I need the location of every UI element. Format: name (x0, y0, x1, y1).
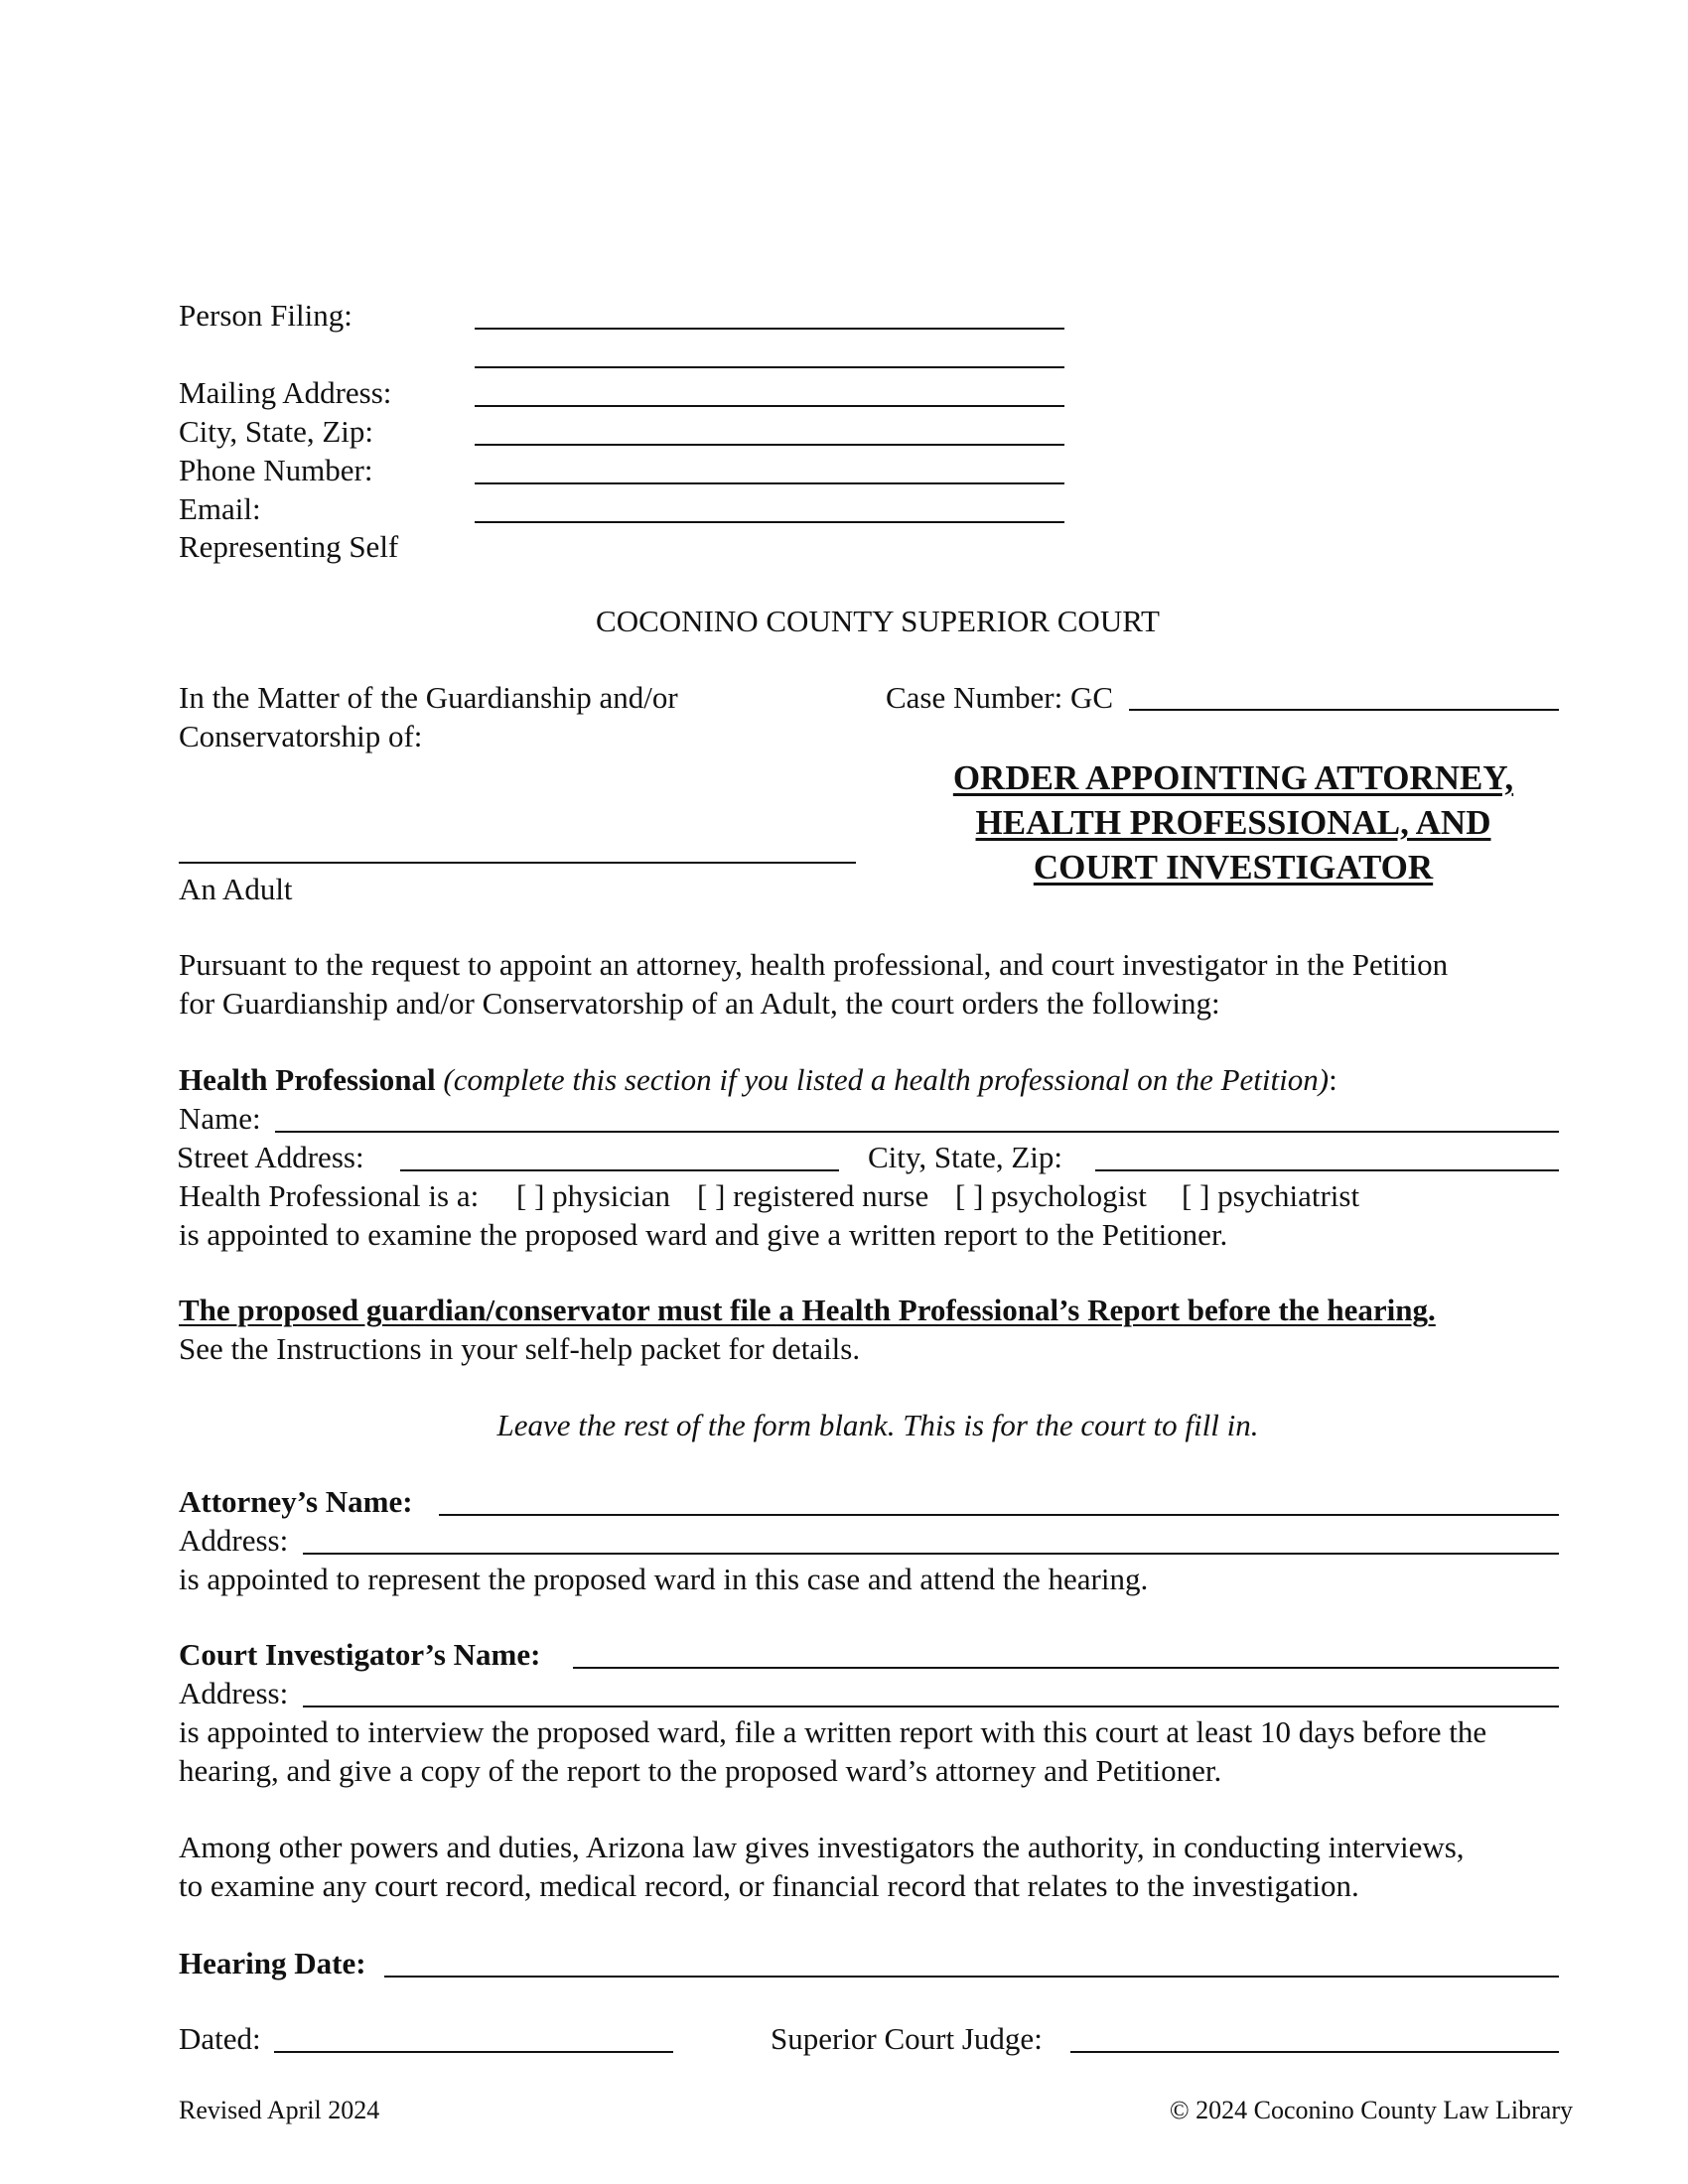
attorney-address-input[interactable] (303, 1553, 1559, 1555)
matter-line-2: Conservatorship of: (179, 719, 423, 753)
an-adult-label: An Adult (179, 872, 293, 906)
phone-number-label: Phone Number: (179, 453, 373, 487)
hearing-date-input[interactable] (384, 1976, 1559, 1978)
intro-line-2: for Guardianship and/or Conservatorship of an Adult, the court orders the following: (179, 986, 1220, 1021)
report-notice: The proposed guardian/conservator must file a Health Professional’s Report before the hearing. (179, 1293, 1436, 1327)
instructions-text: See the Instructions in your self-help packet for details. (179, 1331, 861, 1366)
option-psychiatrist[interactable]: [ ] psychiatrist (1182, 1178, 1360, 1213)
court-name: COCONINO COUNTY SUPERIOR COURT (596, 604, 1160, 638)
form-title-line-2: HEALTH PROFESSIONAL, AND (975, 803, 1491, 842)
investigator-appointed-line-2: hearing, and give a copy of the report to the proposed ward’s attorney and Petitioner. (179, 1753, 1222, 1788)
court-note: Leave the rest of the form blank. This is for the court to fill in. (496, 1408, 1259, 1442)
attorney-name-label: Attorney’s Name: (179, 1484, 413, 1519)
revised-date: Revised April 2024 (179, 2096, 380, 2124)
mailing-address-label: Mailing Address: (179, 375, 392, 410)
hp-street-input[interactable] (400, 1169, 839, 1171)
form-title-line-3: COURT INVESTIGATOR (1033, 848, 1434, 887)
option-physician[interactable]: [ ] physician (516, 1178, 670, 1213)
option-registered-nurse[interactable]: [ ] registered nurse (697, 1178, 929, 1213)
copyright-text: © 2024 Coconino County Law Library (1169, 2096, 1573, 2124)
health-professional-title: Health Professional (179, 1062, 436, 1097)
person-filing-input[interactable] (475, 328, 1064, 330)
hp-appointed-text: is appointed to examine the proposed ward and give a written report to the Petitioner. (179, 1217, 1228, 1252)
intro-line-1: Pursuant to the request to appoint an attorney, health professional, and court investigator in the Petition (179, 947, 1449, 982)
phone-number-input[interactable] (475, 482, 1064, 484)
powers-line-1: Among other powers and duties, Arizona law gives investigators the authority, in conducting interviews, (179, 1830, 1465, 1864)
representing-self-label: Representing Self (179, 529, 399, 564)
dated-label: Dated: (179, 2021, 261, 2056)
hearing-date-label: Hearing Date: (179, 1946, 366, 1980)
hp-city-label: City, State, Zip: (868, 1140, 1063, 1174)
investigator-address-input[interactable] (303, 1706, 1559, 1707)
city-state-zip-input[interactable] (475, 444, 1064, 446)
powers-line-2: to examine any court record, medical record, or financial record that relates to the investigation. (179, 1868, 1359, 1903)
ward-name-input[interactable] (179, 862, 856, 864)
judge-label: Superior Court Judge: (771, 2021, 1043, 2056)
person-filing-label: Person Filing: (179, 298, 352, 333)
person-filing-input-2[interactable] (475, 366, 1064, 368)
city-state-zip-label: City, State, Zip: (179, 414, 374, 449)
matter-line-1: In the Matter of the Guardianship and/or (179, 680, 678, 715)
investigator-name-label: Court Investigator’s Name: (179, 1637, 541, 1672)
attorney-address-label: Address: (179, 1523, 289, 1558)
health-professional-note: (complete this section if you listed a health professional on the Petition) (443, 1062, 1330, 1097)
case-number-input[interactable] (1129, 709, 1559, 711)
form-title-line-1: ORDER APPOINTING ATTORNEY, (952, 758, 1514, 797)
hp-name-label: Name: (179, 1101, 261, 1136)
email-label: Email: (179, 491, 261, 526)
health-professional-colon: : (1329, 1062, 1337, 1097)
investigator-appointed-line-1: is appointed to interview the proposed ward, file a written report with this court at least 10 days before the (179, 1714, 1487, 1749)
hp-type-label: Health Professional is a: (179, 1178, 480, 1213)
investigator-address-label: Address: (179, 1676, 289, 1710)
attorney-appointed-text: is appointed to represent the proposed ward in this case and attend the hearing. (179, 1562, 1149, 1596)
email-input[interactable] (475, 521, 1064, 523)
health-professional-heading (179, 1064, 1337, 1095)
dated-input[interactable] (274, 2051, 673, 2053)
mailing-address-input[interactable] (475, 405, 1064, 407)
investigator-name-input[interactable] (573, 1667, 1559, 1669)
option-psychologist[interactable]: [ ] psychologist (955, 1178, 1147, 1213)
judge-signature-input[interactable] (1070, 2051, 1559, 2053)
hp-name-input[interactable] (275, 1131, 1559, 1133)
hp-city-input[interactable] (1095, 1169, 1559, 1171)
hp-street-label: Street Address: (177, 1140, 364, 1174)
attorney-name-input[interactable] (439, 1514, 1559, 1516)
case-number-label: Case Number: GC (886, 680, 1114, 715)
